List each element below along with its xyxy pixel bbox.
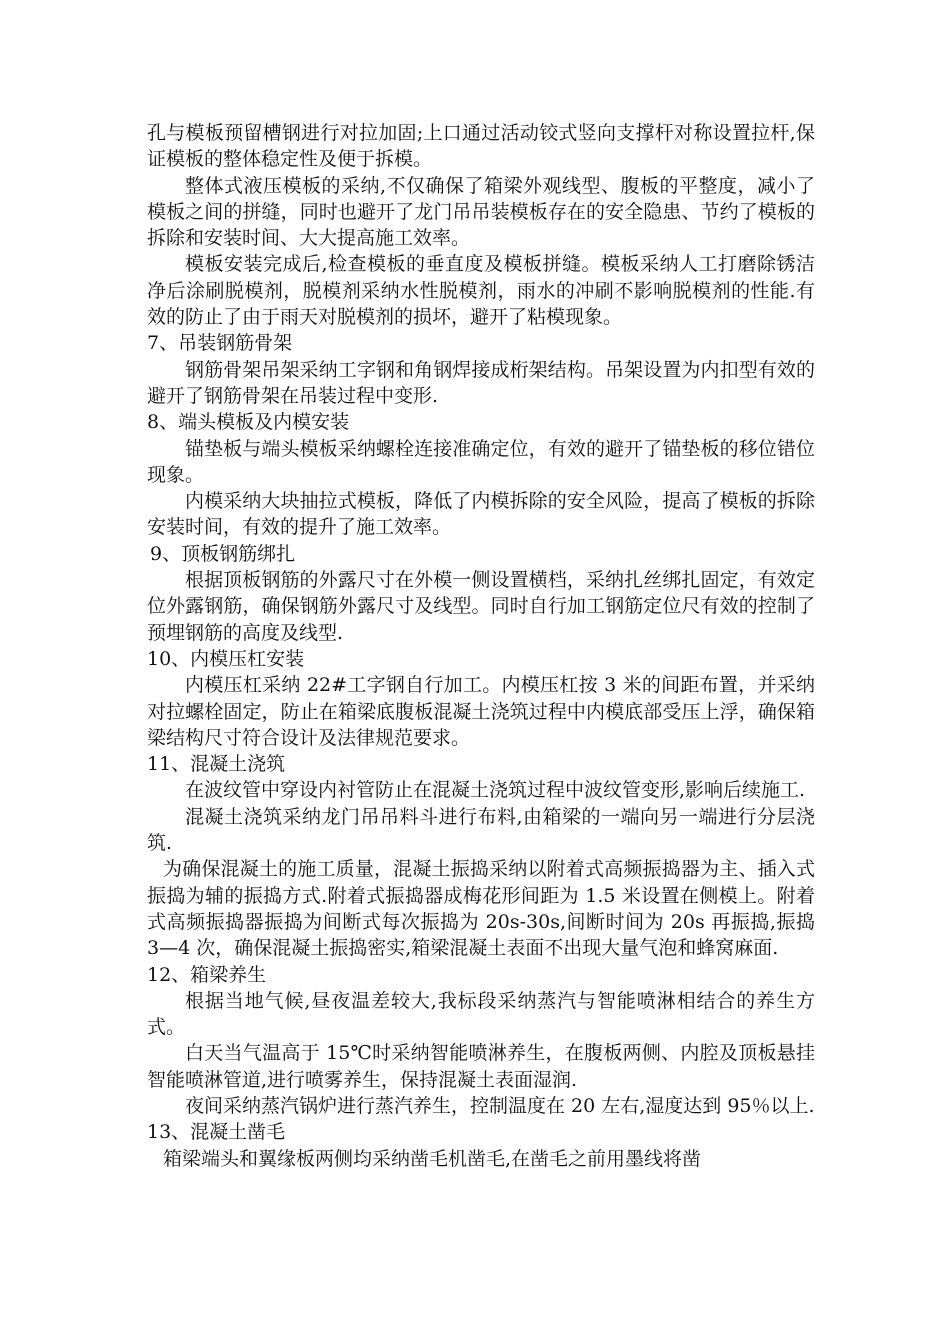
body-paragraph: 模板安装完成后,检查模板的垂直度及模板拼缝。模板采纳人工打磨除锈洁净后涂刷脱模剂，脱模剂采纳水性脱模剂，雨水的冲刷不影响脱模剂的性能.有效的防止了由于雨天对脱模剂的损坏，避开了粘模现象。 [147, 253, 815, 329]
section-heading: 8、端头模板及内模安装 [147, 411, 350, 434]
section-heading: 13、混凝土凿毛 [147, 1121, 286, 1144]
body-paragraph: 在波纹管中穿设内衬管防止在混凝土浇筑过程中波纹管变形,影响后续施工. [185, 779, 806, 802]
section-heading: 11、混凝土浇筑 [147, 753, 286, 776]
body-paragraph: 内模压杠采纳 22#工字钢自行加工。内模压杠按 3 米的间距布置，并采纳对拉螺栓固定，防止在箱梁底腹板混凝土浇筑过程中内模底部受压上浮，确保箱梁结构尺寸符合设计及法律规范要求。 [147, 674, 815, 749]
body-paragraph: 白天当气温高于 15℃时采纳智能喷淋养生，在腹板两侧、内腔及顶板悬挂智能喷淋管道,进行喷雾养生，保持混凝土表面湿润. [147, 1042, 815, 1091]
body-paragraph: 孔与模板预留槽钢进行对拉加固;上口通过活动铰式竖向支撑杆对称设置拉杆,保证模板的整体稳定性及便于拆模。 [147, 122, 815, 171]
body-paragraph: 夜间采纳蒸汽锅炉进行蒸汽养生，控制温度在 20 左右,湿度达到 95％以上. [185, 1094, 815, 1117]
body-paragraph: 为确保混凝土的施工质量，混凝土振捣采纳以附着式高频振捣器为主、插入式振捣为辅的振捣方式.附着式振捣器成梅花形间距为 1.5 米设置在侧模上。附着式高频振捣器振捣为间断式每次振捣为 20s-30s,间断时间为 20s 再振捣,振捣 3—4 次，确保混凝土振捣密实,箱梁混凝土表面不出现大量气泡和蜂窝麻面. [147, 858, 815, 960]
body-paragraph: 箱梁端头和翼缘板两侧均采纳凿毛机凿毛,在凿毛之前用墨线将凿 [163, 1147, 702, 1170]
section-heading: 7、吊装钢筋骨架 [147, 332, 293, 355]
body-paragraph: 根据当地气候,昼夜温差较大,我标段采纳蒸汽与智能喷淋相结合的养生方式。 [147, 989, 815, 1039]
body-paragraph: 钢筋骨架吊架采纳工字钢和角钢焊接成桁架结构。吊架设置为内扣型有效的避开了钢筋骨架在吊装过程中变形. [147, 358, 815, 407]
document-body [147, 120, 815, 1172]
section-heading: 10、内模压杠安装 [147, 647, 305, 670]
body-paragraph: 内模采纳大块抽拉式模板，降低了内模拆除的安全风险，提高了模板的拆除安装时间，有效的提升了施工效率。 [147, 490, 815, 539]
body-paragraph: 混凝土浇筑采纳龙门吊吊料斗进行布料,由箱梁的一端向另一端进行分层浇筑. [147, 805, 815, 855]
body-paragraph: 整体式液压模板的采纳,不仅确保了箱梁外观线型、腹板的平整度，减小了模板之间的拼缝，同时也避开了龙门吊吊装模板存在的安全隐患、节约了模板的拆除和安装时间、大大提高施工效率。 [147, 174, 815, 250]
body-paragraph: 根据顶板钢筋的外露尺寸在外模一侧设置横档，采纳扎丝绑扎固定，有效定位外露钢筋，确保钢筋外露尺寸及线型。同时自行加工钢筋定位尺有效的控制了预埋钢筋的高度及线型. [147, 569, 815, 644]
section-heading: 12、箱梁养生 [147, 963, 267, 986]
body-paragraph: 锚垫板与端头模板采纳螺栓连接准确定位，有效的避开了锚垫板的移位错位现象。 [147, 437, 815, 486]
section-heading: 9、顶板钢筋绑扎 [150, 542, 296, 565]
